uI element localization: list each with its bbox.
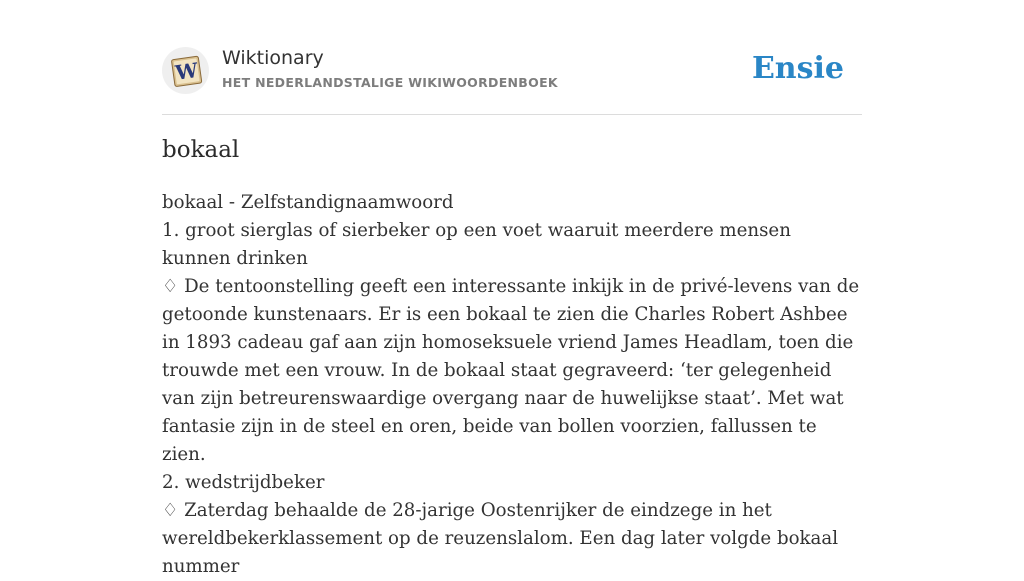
definition-1: 1. groot sierglas of sierbeker op een voet waaruit meerdere mensen kunnen drinken bbox=[162, 220, 791, 269]
logo-letter: W bbox=[173, 57, 200, 85]
entry-heading: bokaal - Zelfstandignaamwoord bbox=[162, 192, 454, 213]
wiktionary-logo-icon[interactable] bbox=[162, 47, 209, 94]
ensie-brand-link[interactable]: Ensie bbox=[751, 51, 844, 86]
page-title: bokaal bbox=[162, 137, 240, 163]
site-tagline: HET NEDERLANDSTALIGE WIKIWOORDENBOEK bbox=[222, 75, 558, 90]
site-header bbox=[162, 44, 862, 115]
definition-2: 2. wedstrijdbeker bbox=[162, 472, 325, 493]
example-2: ♢ Zaterdag behaalde de 28-jarige Oostenrijker de eindzege in het wereldbekerklassement op de reuzenslalom. Een dag later volgde bokaal nummer bbox=[162, 500, 839, 577]
site-name[interactable]: Wiktionary bbox=[222, 47, 324, 69]
example-1: ♢ De tentoonstelling geeft een interessante inkijk in de privé-levens van de getoonde kunstenaars. Er is een bokaal te zien die Charles Robert Ashbee in 1893 cadeau gaf aan zijn homoseksuele vriend James Headlam, toen die trouwde met een vrouw. In de bokaal staat gegraveerd: ‘ter gelegenheid van zijn betreurenswaardige overgang naar de huwelijkse staat’. Met wat fantasie zijn in de steel en oren, beide van bollen voorzien, fallussen te zien. bbox=[162, 276, 860, 465]
entry-content bbox=[162, 189, 862, 581]
